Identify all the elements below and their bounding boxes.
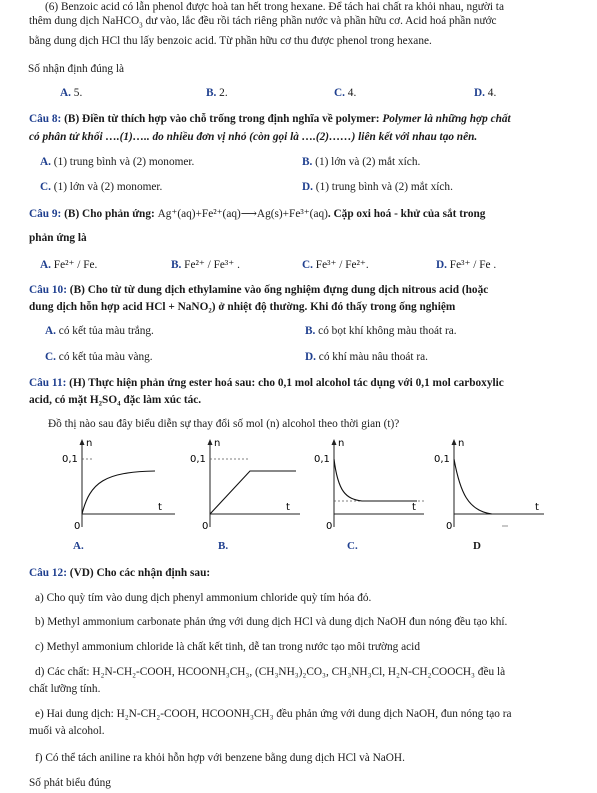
graph-b — [188, 437, 303, 535]
graph-c-y-tick: 0,1 — [314, 454, 330, 465]
q10-option-d — [305, 350, 428, 364]
q10-option-c — [45, 350, 153, 364]
graph-c-origin: 0 — [326, 521, 333, 532]
option-letter: C. — [302, 259, 313, 271]
q8-stem-1 — [29, 112, 511, 126]
q10-stem-1 — [29, 283, 488, 297]
graph-a-y-label: n — [86, 438, 93, 449]
graph-a-curve — [82, 471, 155, 514]
prev-line-2: thêm dung dịch NaHCO$_3$ dư vào, lắc đều rồi tách riêng phần nước và phần hữu cơ. Acid hoá phần nước — [29, 15, 497, 30]
graph-b-y-arrow — [208, 439, 213, 445]
option-letter: A. — [60, 87, 71, 99]
graph-b-label: B. — [218, 540, 229, 552]
graph-a-label: A. — [73, 540, 84, 552]
q9-option-b — [171, 258, 240, 272]
q9-reaction: Ag⁺(aq)+Fe²⁺(aq)⟶Ag(s)+Fe³⁺(aq) — [157, 208, 328, 220]
q9-option-a — [40, 258, 97, 272]
graph-c-label: C. — [347, 540, 358, 552]
q12-footer: Số phát biểu đúng — [29, 777, 111, 789]
option-letter: C. — [45, 351, 56, 363]
graph-a — [60, 437, 180, 535]
q9-option-c — [302, 258, 369, 272]
option-letter: C. — [334, 87, 345, 99]
option-text: 4. — [344, 87, 357, 99]
q12-item-d: d) Các chất: H₂N-CH₂-COOH, HCOONH₃CH₃, (CH₃NH₃)₂CO₃, CH₃NH₃Cl, H₂N-CH₂COOCH₃ đều là — [35, 666, 506, 678]
prev-count-label: Số nhận định đúng là — [28, 63, 125, 75]
q11-number: Câu 11: — [29, 377, 67, 389]
option-text: Fe³⁺ / Fe . — [446, 259, 497, 271]
q12-item-e: e) Hai dung dịch: H₂N-CH₂-COOH, HCOONH₃CH₃ đều phản ứng với dung dịch NaOH, đun nóng tạo ra — [35, 708, 512, 720]
option-letter: A. — [40, 156, 51, 168]
q12-item-e-cont: muối và alcohol. — [29, 725, 105, 737]
graph-a-y-tick: 0,1 — [62, 454, 78, 465]
graph-c-y-arrow — [332, 439, 337, 445]
prev-line-2b: dư vào, lắc đều rồi tách riêng phần nước và phần hữu cơ. Acid hoá phần nước — [142, 15, 497, 27]
q11-stem-3: Đồ thị nào sau đây biểu diễn sự thay đổi số mol (n) alcohol theo thời gian (t)? — [48, 418, 400, 430]
q8-option-c — [40, 180, 162, 194]
graph-d-curve — [454, 459, 492, 514]
option-letter: D. — [436, 259, 447, 271]
graph-b-x-label: t — [286, 502, 290, 513]
graph-d-y-label: n — [458, 438, 465, 449]
graph-c — [312, 437, 427, 535]
q12-stem — [29, 566, 210, 580]
q10-number: Câu 10: — [29, 284, 67, 296]
graph-d-x-label: t — [535, 502, 539, 513]
option-letter: A. — [45, 325, 56, 337]
q8-number: Câu 8: — [29, 113, 62, 125]
q11-stem-1 — [29, 376, 504, 390]
graph-d-y-tick: 0,1 — [434, 454, 450, 465]
q12-item-d-cont: chất lưỡng tính. — [29, 683, 101, 695]
option-letter: D. — [302, 181, 313, 193]
graph-a-y-arrow — [80, 439, 85, 445]
option-text: (1) lớn và (2) mắt xích. — [312, 156, 421, 168]
q12-item-a: a) Cho quỳ tím vào dung dịch phenyl ammonium chloride quỳ tím hóa đỏ. — [35, 592, 372, 604]
option-text: 5. — [70, 87, 83, 99]
option-text: 4. — [484, 87, 497, 99]
q12-item-f: f) Có thể tách aniline ra khỏi hỗn hợp với benzene bằng dung dịch HCl và NaOH. — [35, 752, 405, 764]
option-text: có kết tủa màu vàng. — [55, 351, 153, 363]
graph-b-curve — [210, 471, 296, 514]
graph-b-origin: 0 — [202, 521, 209, 532]
option-text: (1) lớn và (2) monomer. — [50, 181, 163, 193]
option-letter: A. — [40, 259, 51, 271]
q11-stem-1-text: (H) Thực hiện phản ứng ester hoá sau: cho 0,1 mol alcohol tác dụng với 0,1 mol carboxylic — [66, 377, 504, 389]
q8-option-b — [302, 155, 420, 169]
option-text: có bọt khí không màu thoát ra. — [315, 325, 457, 337]
option-text: Fe²⁺ / Fe. — [50, 259, 98, 271]
graph-d-origin: 0 — [446, 521, 453, 532]
q8-option-d — [302, 180, 453, 194]
graph-c-curve — [334, 459, 417, 501]
option-letter: B. — [171, 259, 182, 271]
graph-a-x-label: t — [158, 502, 162, 513]
graph-d — [432, 437, 547, 535]
option-letter: C. — [40, 181, 51, 193]
graph-b-y-label: n — [214, 438, 221, 449]
q12-stem-text: (VD) Cho các nhận định sau: — [66, 567, 211, 579]
q9-option-d — [436, 258, 496, 272]
prev-option-d — [474, 86, 496, 100]
graph-c-x-label: t — [412, 502, 416, 513]
option-text: có khí màu nâu thoát ra. — [315, 351, 428, 363]
q9-number: Câu 9: — [29, 208, 62, 220]
option-letter: B. — [302, 156, 313, 168]
prev-option-a — [60, 86, 82, 100]
prev-option-b — [206, 86, 228, 100]
q8-stem-1-italic: Polymer là những hợp chất — [382, 113, 511, 125]
q10-option-b — [305, 324, 457, 338]
q12-item-b: b) Methyl ammonium carbonate phản ứng với dung dịch HCl và dung dịch NaOH đun nóng đều tạo khí. — [35, 616, 508, 628]
graph-d-y-arrow — [452, 439, 457, 445]
q9-stem-b: . Cặp oxi hoá - khử của sắt trong — [327, 208, 486, 220]
q10-stem-2: dung dịch hỗn hợp acid HCl + NaNO₂) ở nhiệt độ thường. Khi đó thấy trong ống nghiệm — [29, 301, 456, 313]
option-letter: D. — [305, 351, 316, 363]
graph-d-label: D — [473, 540, 481, 552]
q8-stem-1-text: (B) Điền từ thích hợp vào chỗ trống trong định nghĩa về polymer: — [61, 113, 383, 125]
q8-stem-2: có phân tử khối ….(1)….. do nhiều đơn vị nhỏ (còn gọi là ….(2)……) liên kết với nhau tạo nên. — [29, 131, 478, 143]
option-text: Fe³⁺ / Fe²⁺. — [312, 259, 369, 271]
option-letter: B. — [206, 87, 217, 99]
q10-stem-1-text: (B) Cho từ từ dung dịch ethylamine vào ống nghiệm đựng dung dịch nitrous acid (hoặc — [66, 284, 489, 296]
prev-line-1: (6) Benzoic acid có lẫn phenol được hoà tan hết trong hexane. Để tách hai chất ra khỏi nhau, người ta — [45, 1, 504, 13]
prev-option-c — [334, 86, 356, 100]
option-text: Fe²⁺ / Fe³⁺ . — [181, 259, 240, 271]
q10-option-a — [45, 324, 154, 338]
q8-option-a — [40, 155, 194, 169]
prev-line-2a: thêm dung dịch NaHCO — [29, 15, 140, 27]
prev-line-3: bằng dung dịch HCl thu lấy benzoic acid. Từ phần hữu cơ thu được phenol trong hexane. — [29, 35, 432, 47]
q9-stem-2: phản ứng là — [29, 232, 87, 244]
option-text: có kết tủa màu trắng. — [55, 325, 154, 337]
q12-item-c: c) Methyl ammonium chloride là chất kết tinh, dễ tan trong nước tạo môi trường acid — [35, 641, 420, 653]
graph-b-y-tick: 0,1 — [190, 454, 206, 465]
option-letter: B. — [305, 325, 316, 337]
graph-c-y-label: n — [338, 438, 345, 449]
q11-stem-2: acid, có mặt H₂SO₄ đặc làm xúc tác. — [29, 394, 202, 406]
option-text: 2. — [216, 87, 228, 99]
option-text: (1) trung bình và (2) monomer. — [50, 156, 195, 168]
graph-a-origin: 0 — [74, 521, 81, 532]
q12-number: Câu 12: — [29, 567, 67, 579]
option-text: (1) trung bình và (2) mắt xích. — [312, 181, 453, 193]
q9-stem-a: (B) Cho phản ứng: — [61, 208, 158, 220]
option-letter: D. — [474, 87, 485, 99]
q9-stem-1 — [29, 207, 485, 221]
